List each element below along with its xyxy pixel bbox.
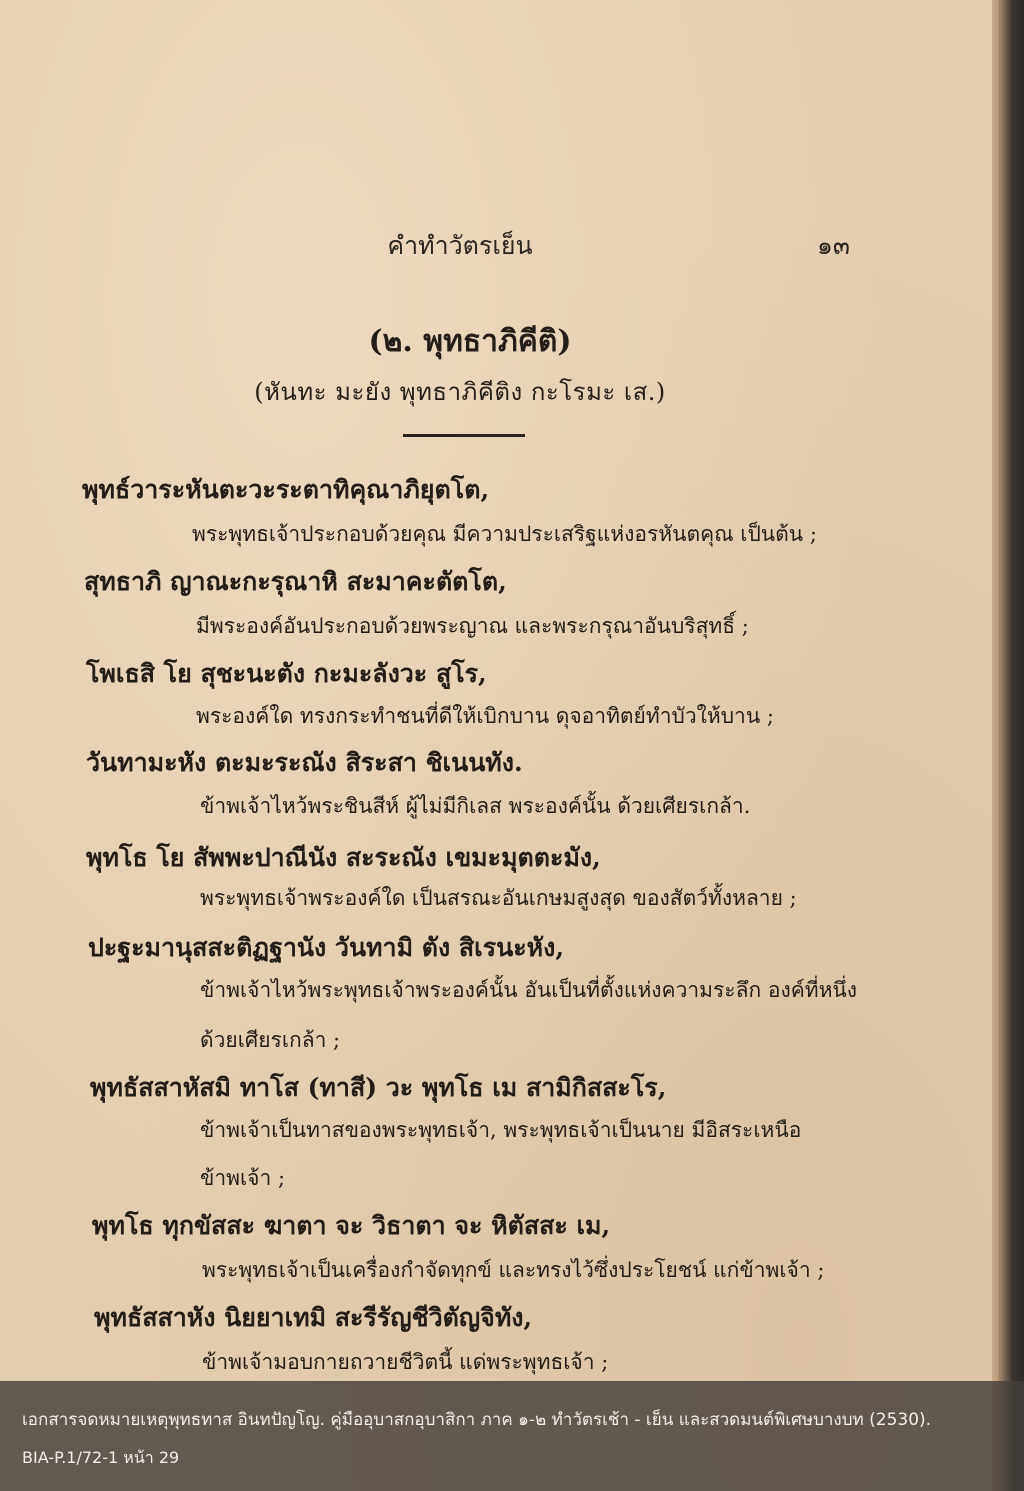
book-page-edge — [992, 0, 1024, 1491]
page-number: ๑๓ — [817, 231, 850, 260]
thai-translation-line: ข้าพเจ้าเป็นทาสของพระพุทธเจ้า, พระพุทธเจ้าเป็นนาย มีอิสระเหนือ — [200, 1118, 802, 1142]
caption-reference: BIA-P.1/72-1 หน้า 29 — [22, 1448, 180, 1467]
thai-translation-line: พระพุทธเจ้าพระองค์ใด เป็นสรณะอันเกษมสูงสุด ของสัตว์ทั้งหลาย ; — [200, 886, 797, 910]
pali-verse-line: ปะฐะมานุสสะติฏฐานัง วันทามิ ตัง สิเรนะหัง, — [88, 933, 565, 962]
caption-citation: เอกสารจดหมายเหตุพุทธทาส อินทปัญโญ. คู่มืออุบาสกอุบาสิกา ภาค ๑-๒ ทำวัตรเช้า - เย็น และสวดมนต์พิเศษบางบท (2530). — [22, 1410, 932, 1430]
thai-translation-line: ข้าพเจ้า ; — [200, 1166, 286, 1190]
pali-verse-line: โพเธสิ โย สุชะนะตัง กะมะลังวะ สูโร, — [86, 659, 487, 688]
running-head: คำทำวัตรเย็น — [387, 231, 533, 260]
thai-translation-line: มีพระองค์อันประกอบด้วยพระญาณ และพระกรุณาอันบริสุทธิ์ ; — [196, 614, 749, 638]
pali-verse-line: พุทโธ ทุกขัสสะ ฆาตา จะ วิธาตา จะ หิตัสสะ เม, — [92, 1211, 611, 1240]
pali-verse-line: พุทธ์วาระหันตะวะระตาทิคุณาภิยุตโต, — [82, 475, 490, 504]
thai-translation-line: ข้าพเจ้ามอบกายถวายชีวิตนี้ แด่พระพุทธเจ้า ; — [202, 1350, 609, 1374]
title-rule — [403, 434, 525, 437]
section-subtitle: (หันทะ มะยัง พุทธาภิคีติง กะโรมะ เส.) — [254, 378, 666, 406]
pali-verse-line: พุทโธ โย สัพพะปาณีนัง สะระณัง เขมะมุตตะมัง, — [86, 843, 601, 872]
pali-verse-line: พุทธัสสาหัง นิยยาเทมิ สะรีรัญชีวิตัญจิทัง, — [94, 1303, 533, 1332]
thai-translation-line: ข้าพเจ้าไหว้พระชินสีห์ ผู้ไม่มีกิเลส พระองค์นั้น ด้วยเศียรเกล้า. — [200, 794, 751, 818]
thai-translation-line: พระองค์ใด ทรงกระทำชนที่ดีให้เบิกบาน ดุจอาทิตย์ทำบัวให้บาน ; — [196, 704, 774, 728]
thai-translation-line: พระพุทธเจ้าเป็นเครื่องกำจัดทุกข์ และทรงไว้ซึ่งประโยชน์ แก่ข้าพเจ้า ; — [202, 1258, 825, 1282]
thai-translation-line: พระพุทธเจ้าประกอบด้วยคุณ มีความประเสริฐแห่งอรหันตคุณ เป็นต้น ; — [192, 522, 817, 546]
section-title: (๒. พุทธาภิคีติ) — [368, 324, 572, 359]
pali-verse-line: พุทธัสสาหัสมิ ทาโส (ทาสี) วะ พุทโธ เม สามิกิสสะโร, — [90, 1073, 667, 1102]
thai-translation-line: ข้าพเจ้าไหว้พระพุทธเจ้าพระองค์นั้น อันเป็นที่ตั้งแห่งความระลึก องค์ที่หนึ่ง — [200, 978, 858, 1002]
caption-overlay — [0, 1381, 1024, 1491]
pali-verse-line: สุทธาภิ ญาณะกะรุณาหิ สะมาคะตัตโต, — [84, 567, 507, 596]
pali-verse-line: วันทามะหัง ตะมะระณัง สิระสา ชิเนนทัง. — [86, 748, 523, 777]
thai-translation-line: ด้วยเศียรเกล้า ; — [200, 1028, 341, 1052]
page-fold-line — [999, 0, 1001, 1491]
